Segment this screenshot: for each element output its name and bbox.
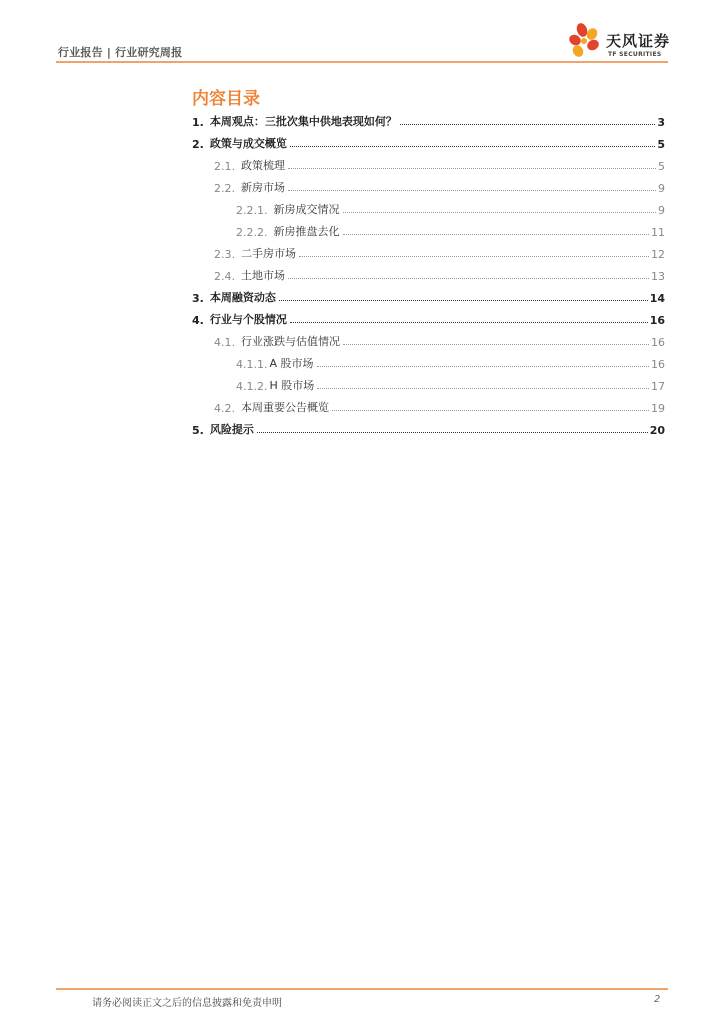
toc-entry[interactable] (192, 419, 665, 437)
toc-page-number: 9 (658, 182, 665, 195)
toc-page-number: 17 (651, 380, 665, 393)
toc-entry[interactable] (236, 375, 665, 393)
toc-label: 新房推盘去化 (273, 225, 340, 238)
toc-entry[interactable] (214, 265, 665, 283)
toc-page-number: 12 (651, 248, 665, 261)
toc-page-number: 9 (658, 204, 665, 217)
toc-title: 内容目录 (192, 89, 260, 109)
toc-leader-dots (400, 124, 656, 125)
toc-page-number: 14 (649, 292, 665, 305)
toc-entry[interactable] (192, 111, 665, 129)
toc-page-number: 16 (651, 358, 665, 371)
flower-logo-icon (568, 22, 604, 62)
toc-page-number: 13 (651, 270, 665, 283)
toc-label: 新房市场 (241, 181, 285, 194)
toc-entry[interactable] (236, 199, 665, 217)
toc-label: 土地市场 (241, 269, 285, 282)
footer-rule (56, 988, 668, 990)
toc-label: 政策梳理 (241, 159, 285, 172)
toc-entry[interactable] (192, 133, 665, 151)
toc-entry[interactable] (214, 155, 665, 173)
toc-number: 2.2.1. (236, 204, 268, 217)
toc-page-number: 20 (649, 424, 665, 437)
toc-label: 新房成交情况 (273, 203, 340, 216)
footer-disclaimer: 请务必阅读正文之后的信息披露和免责申明 (92, 998, 282, 1009)
toc-label: A 股市场 (269, 357, 314, 370)
toc-number: 4.1.1. (236, 358, 268, 371)
toc-entry[interactable] (236, 221, 665, 239)
toc-number: 5. (192, 424, 204, 437)
toc-page-number: 19 (651, 402, 665, 415)
toc-page-number: 5 (657, 138, 665, 151)
toc-leader-dots (290, 146, 656, 147)
toc-label: 二手房市场 (241, 247, 296, 260)
toc-entry[interactable] (214, 331, 665, 349)
toc-label: H 股市场 (269, 379, 315, 392)
toc-number: 2.2.2. (236, 226, 268, 239)
toc-leader-dots (343, 344, 649, 345)
toc-number: 2.2. (214, 182, 235, 195)
toc-number: 1. (192, 116, 204, 129)
toc-leader-dots (279, 300, 648, 301)
logo-chinese-name: 天风证券 (606, 32, 671, 50)
toc-entry[interactable] (214, 397, 665, 415)
toc-number: 2. (192, 138, 204, 151)
toc-leader-dots (290, 322, 648, 323)
toc-number: 4.1. (214, 336, 235, 349)
toc-label: 政策与成交概览 (209, 137, 287, 150)
toc-number: 4.2. (214, 402, 235, 415)
toc-leader-dots (288, 190, 656, 191)
toc-leader-dots (288, 278, 649, 279)
toc-label: 本周融资动态 (209, 291, 276, 304)
toc-entry[interactable] (214, 243, 665, 261)
toc-page-number: 16 (649, 314, 665, 327)
toc-leader-dots (317, 388, 649, 389)
footer-page-number: 2 (654, 994, 661, 1005)
logo-english-name: TF SECURITIES (608, 51, 662, 58)
toc-number: 4.1.2. (236, 380, 268, 393)
toc-page-number: 16 (651, 336, 665, 349)
toc-number: 3. (192, 292, 204, 305)
toc-entry[interactable] (192, 287, 665, 305)
toc-label: 行业与个股情况 (209, 313, 287, 326)
toc-label: 风险提示 (209, 423, 254, 436)
toc-leader-dots (317, 366, 649, 367)
toc-entry[interactable] (236, 353, 665, 371)
toc-entry[interactable] (192, 309, 665, 327)
report-category: 行业报告 | 行业研究周报 (58, 46, 183, 59)
toc-leader-dots (257, 432, 648, 433)
toc-leader-dots (299, 256, 649, 257)
toc-entry[interactable] (214, 177, 665, 195)
toc-number: 2.3. (214, 248, 235, 261)
toc-page-number: 5 (658, 160, 665, 173)
company-logo (568, 22, 678, 62)
toc-leader-dots (288, 168, 656, 169)
toc-page-number: 3 (657, 116, 665, 129)
toc-number: 2.1. (214, 160, 235, 173)
toc-label: 行业涨跌与估值情况 (241, 335, 340, 348)
toc-number: 4. (192, 314, 204, 327)
toc-leader-dots (332, 410, 649, 411)
toc-leader-dots (343, 212, 657, 213)
toc-number: 2.4. (214, 270, 235, 283)
toc-label: 本周观点：三批次集中供地表现如何？ (209, 115, 397, 128)
toc-page-number: 11 (651, 226, 665, 239)
toc-label: 本周重要公告概览 (241, 401, 329, 414)
toc-leader-dots (343, 234, 650, 235)
